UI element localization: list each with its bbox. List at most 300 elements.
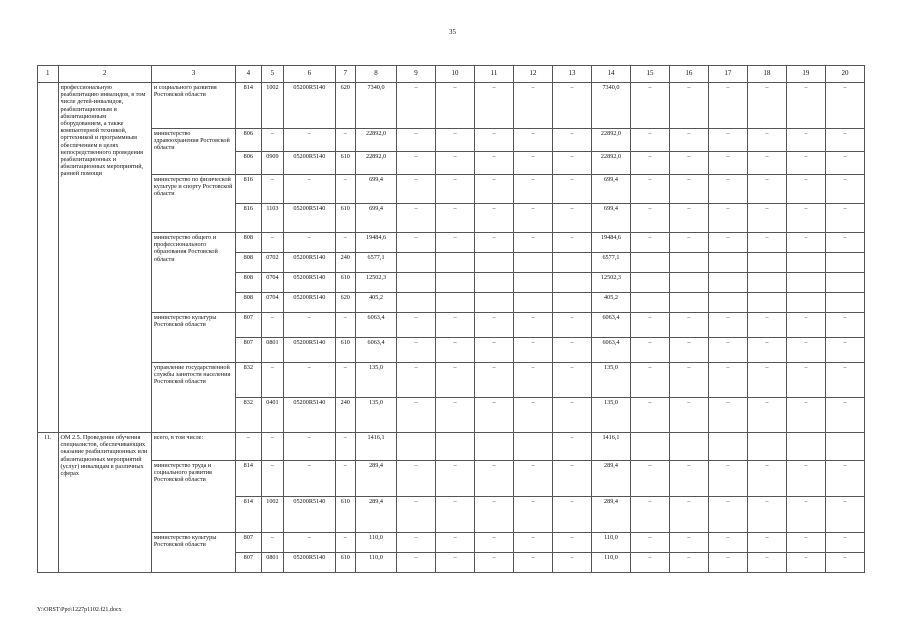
data-cell: – — [786, 129, 825, 152]
data-cell: – — [825, 175, 864, 204]
data-cell: – — [708, 152, 747, 175]
data-cell: 22892,0 — [356, 129, 397, 152]
data-cell: – — [708, 497, 747, 533]
data-cell: – — [825, 313, 864, 338]
data-cell: 0401 — [261, 398, 284, 433]
data-cell: – — [335, 433, 356, 461]
data-cell — [397, 293, 436, 313]
data-cell: – — [630, 533, 669, 553]
data-cell: – — [397, 338, 436, 363]
data-cell: 6577,1 — [591, 253, 630, 273]
data-cell: – — [397, 83, 436, 129]
column-header: 15 — [630, 66, 669, 83]
data-cell: – — [514, 363, 553, 398]
data-cell: – — [397, 175, 436, 204]
data-cell: – — [630, 83, 669, 129]
column-header: 17 — [708, 66, 747, 83]
data-cell: – — [669, 313, 708, 338]
data-cell: – — [552, 363, 591, 398]
column-header: 20 — [825, 66, 864, 83]
data-cell: – — [514, 461, 553, 497]
data-cell: – — [475, 497, 514, 533]
data-cell: – — [630, 175, 669, 204]
data-cell: 05200R5140 — [284, 152, 335, 175]
data-cell: 807 — [236, 313, 262, 338]
data-cell: – — [552, 433, 591, 461]
data-cell: – — [747, 83, 786, 129]
data-cell: – — [397, 363, 436, 398]
data-cell: – — [747, 398, 786, 433]
data-cell: – — [786, 204, 825, 233]
data-cell: – — [552, 152, 591, 175]
column-header: 19 — [786, 66, 825, 83]
data-cell: – — [669, 363, 708, 398]
data-cell: – — [261, 313, 284, 338]
data-cell: 110,0 — [356, 553, 397, 573]
data-cell: 1002 — [261, 497, 284, 533]
data-cell: 0801 — [261, 553, 284, 573]
data-cell: 22892,0 — [356, 152, 397, 175]
data-cell: – — [552, 83, 591, 129]
data-cell: 289,4 — [591, 497, 630, 533]
data-cell: – — [786, 497, 825, 533]
data-cell: – — [552, 398, 591, 433]
data-cell: 0704 — [261, 273, 284, 293]
data-cell: – — [552, 533, 591, 553]
data-cell: – — [630, 338, 669, 363]
data-cell: – — [669, 175, 708, 204]
data-cell: 6063,4 — [591, 338, 630, 363]
data-cell: – — [708, 129, 747, 152]
measure-description: профессиональную реабилитацию инвалидов, в том числе детей-инвалидов, реабилитационным и абилитационным оборудованием, а также компьютерной техникой, оргтехникой и программным обеспечением в целях непосредственного проведения реабилитационных и абилитационных мероприятий, ранней помощи — [58, 83, 151, 433]
data-cell — [552, 273, 591, 293]
data-cell: – — [475, 233, 514, 253]
data-cell: – — [475, 83, 514, 129]
data-cell: 610 — [335, 497, 356, 533]
data-cell: – — [284, 461, 335, 497]
data-cell: 0702 — [261, 253, 284, 273]
data-cell: – — [436, 175, 475, 204]
data-cell: – — [747, 129, 786, 152]
data-cell: – — [552, 553, 591, 573]
data-cell: – — [825, 497, 864, 533]
column-header: 6 — [284, 66, 335, 83]
column-header: 9 — [397, 66, 436, 83]
data-cell: – — [475, 533, 514, 553]
data-cell: – — [747, 233, 786, 253]
data-cell: – — [630, 152, 669, 175]
data-cell: – — [552, 338, 591, 363]
data-cell: 699,4 — [356, 175, 397, 204]
data-cell: – — [630, 233, 669, 253]
data-cell: – — [397, 398, 436, 433]
data-cell: 610 — [335, 553, 356, 573]
data-cell: 110,0 — [356, 533, 397, 553]
data-cell: – — [335, 129, 356, 152]
data-cell: 832 — [236, 363, 262, 398]
data-cell: – — [552, 233, 591, 253]
data-cell: – — [825, 83, 864, 129]
table-row — [38, 175, 865, 204]
data-cell: 808 — [236, 273, 262, 293]
data-cell: 816 — [236, 204, 262, 233]
column-header: 10 — [436, 66, 475, 83]
data-cell: – — [825, 533, 864, 553]
data-cell — [475, 253, 514, 273]
data-cell: 0909 — [261, 152, 284, 175]
data-cell: – — [786, 83, 825, 129]
data-cell: – — [284, 129, 335, 152]
data-cell: – — [436, 83, 475, 129]
table-row — [38, 129, 865, 152]
row-number: 11. — [38, 433, 59, 573]
data-cell: – — [514, 338, 553, 363]
data-cell: – — [630, 461, 669, 497]
data-cell: – — [825, 461, 864, 497]
executor-name: всего, в том числе: — [151, 433, 235, 461]
data-cell: 814 — [236, 497, 262, 533]
data-cell: 808 — [236, 293, 262, 313]
data-cell: – — [261, 533, 284, 553]
data-cell: 808 — [236, 233, 262, 253]
data-cell: – — [825, 152, 864, 175]
data-cell: – — [552, 497, 591, 533]
data-cell: – — [436, 313, 475, 338]
executor-name: министерство труда и социального развития Ростовской области — [151, 461, 235, 533]
data-cell: – — [630, 553, 669, 573]
executor-name: и социального развития Ростовской области — [151, 83, 235, 129]
data-cell: 135,0 — [591, 363, 630, 398]
data-cell: – — [397, 152, 436, 175]
data-cell: – — [747, 553, 786, 573]
data-cell: – — [630, 129, 669, 152]
data-cell: 1002 — [261, 83, 284, 129]
data-cell — [747, 293, 786, 313]
data-cell: – — [436, 533, 475, 553]
data-cell: 806 — [236, 129, 262, 152]
data-cell: – — [825, 204, 864, 233]
data-cell: – — [708, 553, 747, 573]
data-cell: 808 — [236, 253, 262, 273]
data-cell: 7340,0 — [591, 83, 630, 129]
data-cell: – — [475, 338, 514, 363]
data-cell: – — [261, 363, 284, 398]
budget-table — [37, 65, 865, 573]
data-cell: 620 — [335, 83, 356, 129]
data-cell: 6063,4 — [356, 313, 397, 338]
data-cell: – — [669, 461, 708, 497]
data-cell: – — [475, 175, 514, 204]
data-cell — [747, 433, 786, 461]
column-header: 2 — [58, 66, 151, 83]
column-header: 12 — [514, 66, 553, 83]
data-cell: – — [747, 497, 786, 533]
data-cell: 22892,0 — [591, 152, 630, 175]
data-cell — [825, 433, 864, 461]
data-cell: – — [261, 129, 284, 152]
table-row — [38, 433, 865, 461]
data-cell: – — [261, 461, 284, 497]
data-cell: 620 — [335, 293, 356, 313]
data-cell: 816 — [236, 175, 262, 204]
data-cell: 806 — [236, 152, 262, 175]
data-cell: – — [514, 204, 553, 233]
data-cell: – — [514, 398, 553, 433]
data-cell: – — [514, 533, 553, 553]
data-cell: – — [747, 363, 786, 398]
data-cell: – — [669, 129, 708, 152]
data-cell: – — [397, 233, 436, 253]
data-cell: – — [284, 233, 335, 253]
data-cell: 699,4 — [591, 175, 630, 204]
data-cell: 6063,4 — [591, 313, 630, 338]
data-cell: – — [630, 398, 669, 433]
data-cell — [786, 293, 825, 313]
data-cell: – — [786, 233, 825, 253]
data-cell: 240 — [335, 253, 356, 273]
data-cell: 05200R5140 — [284, 204, 335, 233]
data-cell: 405,2 — [591, 293, 630, 313]
data-cell: – — [436, 461, 475, 497]
data-cell — [436, 253, 475, 273]
column-header: 16 — [669, 66, 708, 83]
table-row — [38, 533, 865, 553]
data-cell — [397, 273, 436, 293]
data-cell: 1416,1 — [591, 433, 630, 461]
column-header: 8 — [356, 66, 397, 83]
data-cell — [669, 273, 708, 293]
data-cell: – — [669, 398, 708, 433]
data-cell: 405,2 — [356, 293, 397, 313]
data-cell: – — [669, 233, 708, 253]
data-cell: – — [514, 83, 553, 129]
column-header: 14 — [591, 66, 630, 83]
data-cell: – — [552, 204, 591, 233]
data-cell — [397, 253, 436, 273]
data-cell: – — [514, 175, 553, 204]
data-cell: 610 — [335, 204, 356, 233]
data-cell: – — [825, 363, 864, 398]
data-cell: 05200R5140 — [284, 293, 335, 313]
data-cell: – — [397, 533, 436, 553]
data-cell: – — [747, 338, 786, 363]
data-cell — [514, 293, 553, 313]
data-cell: – — [552, 175, 591, 204]
data-cell: – — [475, 363, 514, 398]
data-cell — [669, 293, 708, 313]
data-cell: – — [630, 363, 669, 398]
data-cell: 19484,6 — [591, 233, 630, 253]
data-cell: – — [397, 461, 436, 497]
data-cell: 110,0 — [591, 533, 630, 553]
data-cell — [747, 273, 786, 293]
row-number — [38, 83, 59, 433]
data-cell — [747, 253, 786, 273]
data-cell: – — [747, 313, 786, 338]
data-cell: – — [708, 398, 747, 433]
data-cell: – — [630, 313, 669, 338]
executor-name: министерство по физической культуре и спорту Ростовской области — [151, 175, 235, 233]
data-cell: – — [786, 313, 825, 338]
data-cell: 1103 — [261, 204, 284, 233]
data-cell: 135,0 — [356, 363, 397, 398]
data-cell: – — [397, 129, 436, 152]
data-cell: – — [825, 553, 864, 573]
data-cell: 6577,1 — [356, 253, 397, 273]
data-cell — [475, 433, 514, 461]
data-cell: 289,4 — [356, 497, 397, 533]
data-cell: 05200R5140 — [284, 253, 335, 273]
data-cell: – — [436, 338, 475, 363]
data-cell: – — [284, 433, 335, 461]
page-number: 35 — [449, 28, 456, 36]
data-cell: – — [236, 433, 262, 461]
data-cell — [708, 433, 747, 461]
data-cell: – — [552, 461, 591, 497]
data-cell: – — [261, 433, 284, 461]
data-cell: 05200R5140 — [284, 273, 335, 293]
data-cell: – — [475, 398, 514, 433]
data-cell: – — [475, 313, 514, 338]
data-cell: 6063,4 — [356, 338, 397, 363]
data-cell — [825, 293, 864, 313]
column-header: 11 — [475, 66, 514, 83]
data-cell: – — [825, 129, 864, 152]
data-cell: 110,0 — [591, 553, 630, 573]
data-cell: – — [436, 398, 475, 433]
executor-name: министерство культуры Ростовской области — [151, 533, 235, 573]
data-cell — [630, 433, 669, 461]
executor-name: министерство здравоохранения Ростовской области — [151, 129, 235, 175]
data-cell: – — [552, 313, 591, 338]
data-cell: – — [786, 338, 825, 363]
data-cell: 05200R5140 — [284, 83, 335, 129]
data-cell: – — [514, 129, 553, 152]
data-cell: – — [825, 233, 864, 253]
data-cell — [475, 273, 514, 293]
data-cell — [475, 293, 514, 313]
data-cell: 05200R5140 — [284, 338, 335, 363]
data-cell — [436, 293, 475, 313]
data-cell: – — [475, 129, 514, 152]
data-cell — [436, 273, 475, 293]
data-cell: – — [708, 204, 747, 233]
data-cell: – — [786, 533, 825, 553]
table-row — [38, 313, 865, 338]
data-cell: – — [669, 338, 708, 363]
data-cell — [786, 433, 825, 461]
data-cell: 610 — [335, 273, 356, 293]
data-cell: 05200R5140 — [284, 398, 335, 433]
data-cell: 135,0 — [356, 398, 397, 433]
data-cell: 807 — [236, 553, 262, 573]
data-cell: – — [747, 533, 786, 553]
data-cell: – — [786, 175, 825, 204]
data-cell: 05200R5140 — [284, 553, 335, 573]
data-cell: – — [552, 129, 591, 152]
data-cell: 05200R5140 — [284, 497, 335, 533]
data-cell: – — [436, 129, 475, 152]
data-cell: 289,4 — [356, 461, 397, 497]
data-cell: 699,4 — [591, 204, 630, 233]
data-cell: – — [397, 553, 436, 573]
footer-file-path: Y:\ORST\Ppo\1227p1102.f21.docx — [37, 607, 122, 613]
data-cell: – — [669, 497, 708, 533]
data-cell: 0704 — [261, 293, 284, 313]
data-cell: – — [284, 363, 335, 398]
data-cell: 832 — [236, 398, 262, 433]
data-cell: – — [708, 175, 747, 204]
data-cell: – — [786, 363, 825, 398]
data-cell — [786, 253, 825, 273]
table-row — [38, 83, 865, 129]
data-cell: – — [475, 204, 514, 233]
data-cell: – — [397, 497, 436, 533]
data-cell: 814 — [236, 461, 262, 497]
data-cell: 610 — [335, 338, 356, 363]
data-cell — [514, 433, 553, 461]
data-cell: – — [708, 533, 747, 553]
data-cell: – — [514, 152, 553, 175]
data-cell — [514, 273, 553, 293]
data-cell: – — [708, 338, 747, 363]
data-cell: – — [786, 553, 825, 573]
table-row — [38, 363, 865, 398]
data-cell: 12502,3 — [591, 273, 630, 293]
data-cell: 699,4 — [356, 204, 397, 233]
header-row — [38, 66, 865, 83]
data-cell — [669, 433, 708, 461]
data-cell: 807 — [236, 338, 262, 363]
column-header: 13 — [552, 66, 591, 83]
data-cell: – — [335, 461, 356, 497]
column-header: 3 — [151, 66, 235, 83]
data-cell: 7340,0 — [356, 83, 397, 129]
data-cell: – — [436, 363, 475, 398]
data-cell: – — [825, 398, 864, 433]
data-cell: 807 — [236, 533, 262, 553]
data-cell — [514, 253, 553, 273]
data-cell: – — [335, 313, 356, 338]
executor-name: министерство культуры Ростовской области — [151, 313, 235, 363]
data-cell — [708, 273, 747, 293]
data-cell: – — [436, 553, 475, 573]
data-cell: – — [786, 398, 825, 433]
data-cell: 1416,1 — [356, 433, 397, 461]
data-cell: – — [397, 313, 436, 338]
data-cell: – — [708, 83, 747, 129]
data-cell — [552, 253, 591, 273]
executor-name: управление государственной службы занятости населения Ростовской области — [151, 363, 235, 433]
data-cell: – — [436, 204, 475, 233]
column-header: 18 — [747, 66, 786, 83]
data-cell: – — [284, 175, 335, 204]
data-cell — [669, 253, 708, 273]
data-cell: – — [747, 152, 786, 175]
data-cell: – — [436, 233, 475, 253]
data-cell: – — [747, 461, 786, 497]
data-cell — [630, 273, 669, 293]
column-header: 4 — [236, 66, 262, 83]
column-header: 5 — [261, 66, 284, 83]
data-cell: – — [630, 204, 669, 233]
data-cell: – — [669, 553, 708, 573]
data-cell: – — [708, 233, 747, 253]
data-cell — [630, 253, 669, 273]
table-row — [38, 233, 865, 253]
executor-name: министерство общего и профессионального образования Ростовской области — [151, 233, 235, 313]
data-cell — [397, 433, 436, 461]
